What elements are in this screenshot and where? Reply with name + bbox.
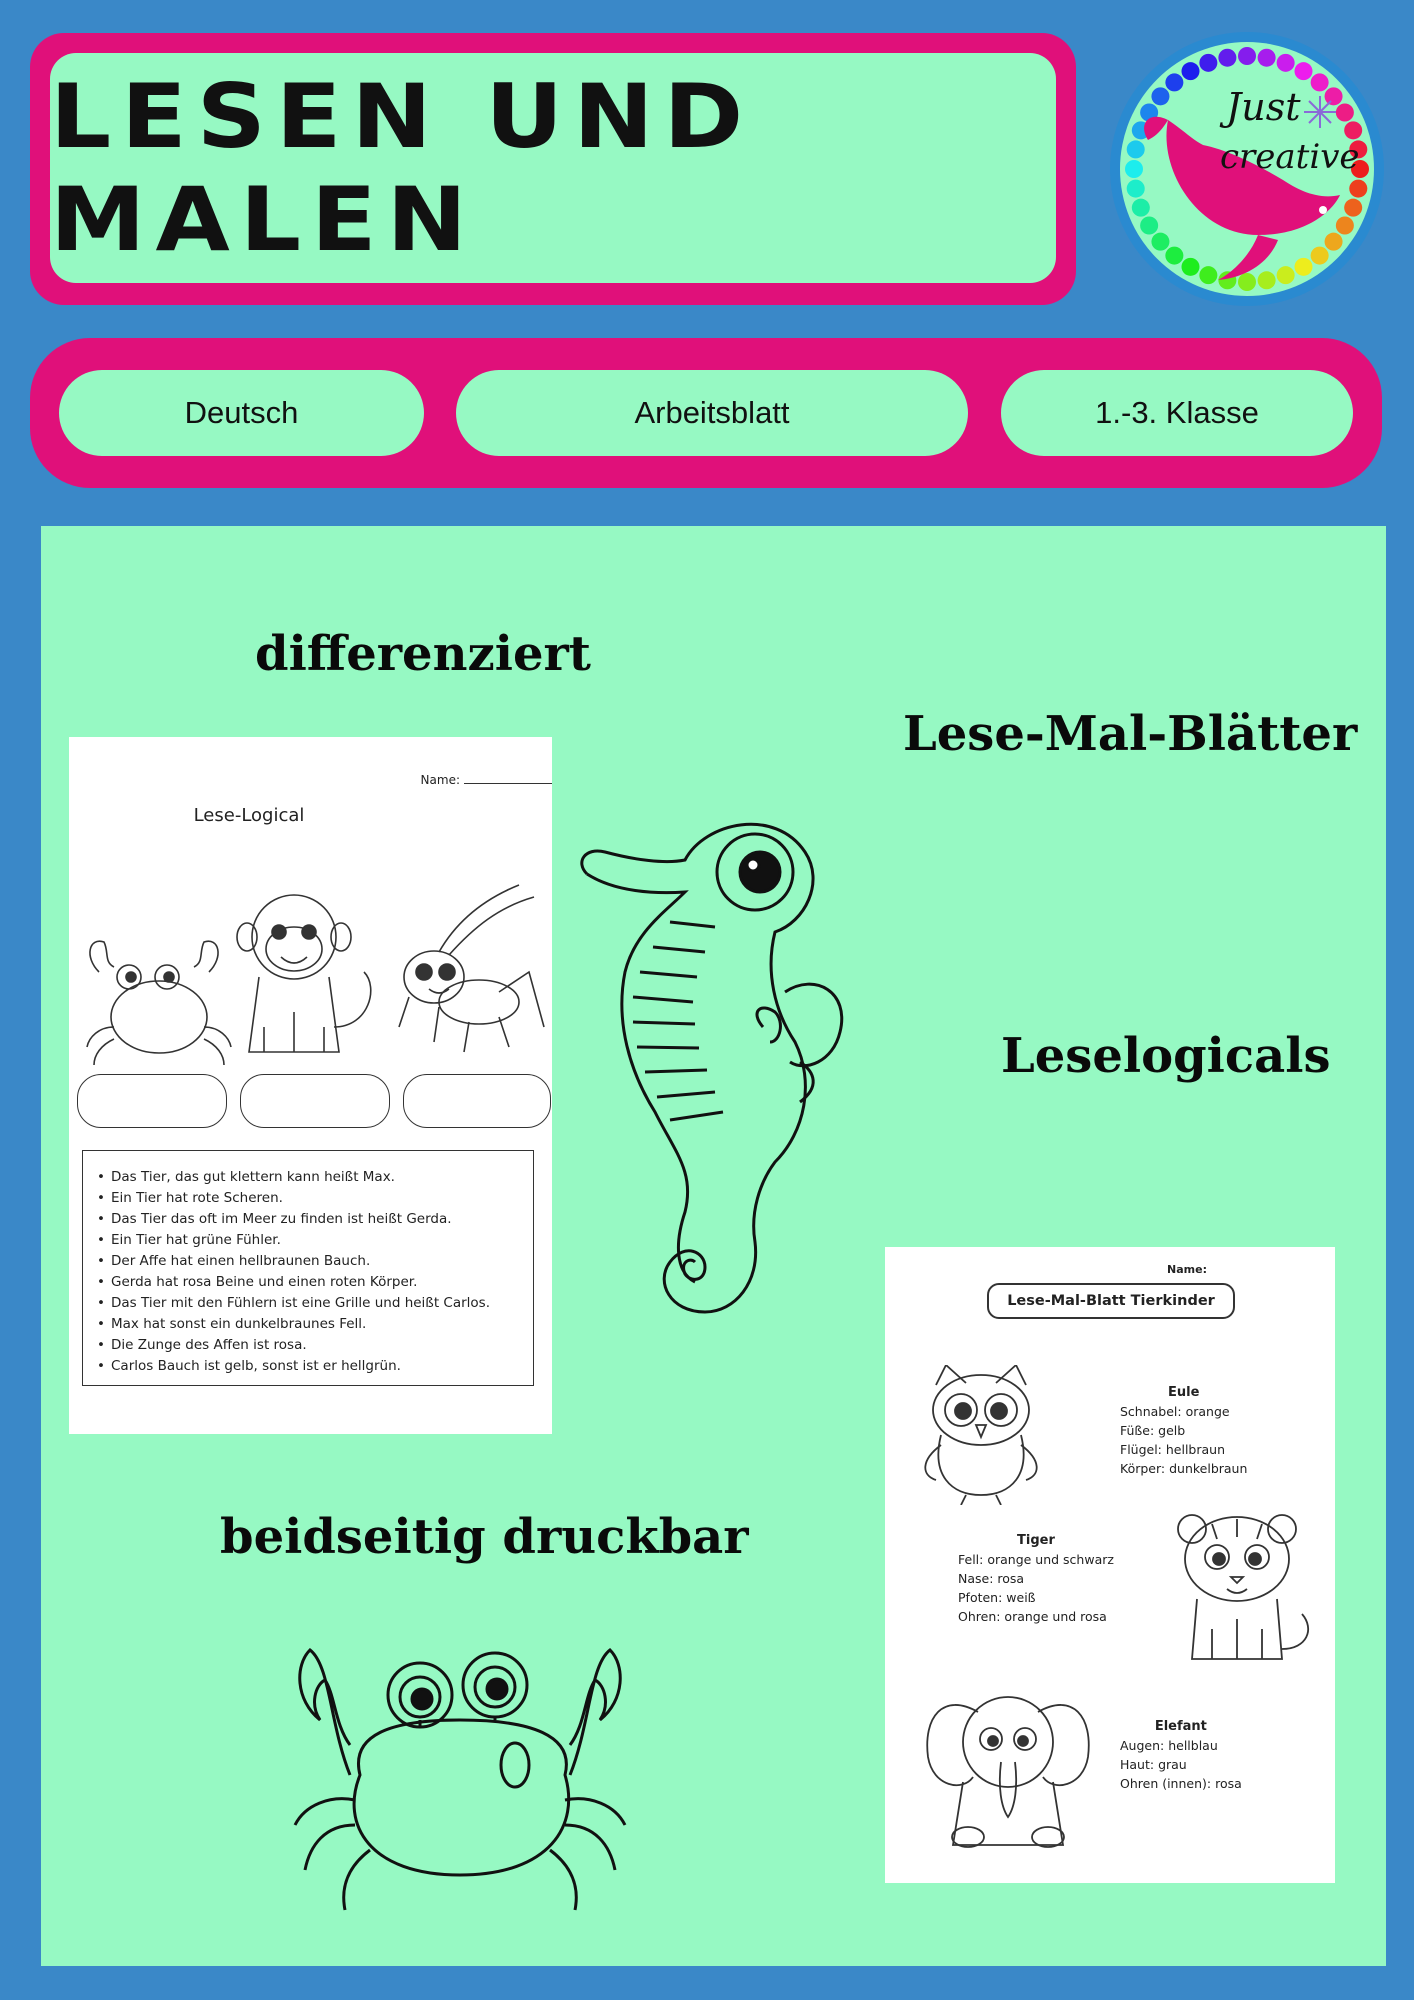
animal-owl xyxy=(1120,1383,1247,1478)
animal-line: Schnabel: orange xyxy=(1120,1404,1230,1419)
worksheet-title: Lese-Mal-Blatt Tierkinder xyxy=(987,1283,1235,1319)
heading-differenziert: differenziert xyxy=(255,626,591,682)
logo-dot xyxy=(1311,73,1329,91)
animal-line: Haut: grau xyxy=(1120,1757,1187,1772)
logo-dot xyxy=(1325,87,1343,105)
heading-beidseitig-druckbar: beidseitig druckbar xyxy=(220,1509,749,1565)
elephant-icon xyxy=(923,1687,1093,1852)
clue-item: • Carlos Bauch ist gelb, sonst ist er hellgrün. xyxy=(97,1356,523,1377)
animal-line: Körper: dunkelbraun xyxy=(1120,1461,1248,1476)
answer-boxes xyxy=(77,1074,549,1130)
animal-line: Pfoten: weiß xyxy=(958,1590,1036,1605)
animal-line: Nase: rosa xyxy=(958,1571,1025,1586)
logo-dot xyxy=(1151,233,1169,251)
svg-text:creative: creative xyxy=(1220,137,1360,177)
animal-name: Tiger xyxy=(1017,1533,1055,1548)
logo-dot xyxy=(1258,49,1276,67)
logo-dot xyxy=(1127,180,1145,198)
logo-dot xyxy=(1125,160,1143,178)
animal-name: Elefant xyxy=(1154,1719,1207,1734)
worksheet-lese-mal-blatt xyxy=(885,1247,1335,1883)
clue-item: • Max hat sonst ein dunkelbraunes Fell. xyxy=(97,1314,523,1335)
grasshopper-icon xyxy=(399,885,544,1052)
logo-dot xyxy=(1311,247,1329,265)
logo-dot xyxy=(1127,140,1145,158)
logo-dot xyxy=(1182,62,1200,80)
logo-dot xyxy=(1277,266,1295,284)
logo-dot xyxy=(1132,199,1150,217)
logo-dot xyxy=(1349,180,1367,198)
animal-name: Eule xyxy=(1167,1385,1200,1400)
name-label: Name: xyxy=(420,773,460,787)
name-label: Name: xyxy=(1167,1263,1207,1276)
clue-item: • Gerda hat rosa Beine und einen roten Körper. xyxy=(97,1272,523,1293)
clue-item: • Ein Tier hat rote Scheren. xyxy=(97,1188,523,1209)
heading-leselogicals: Leselogicals xyxy=(1001,1028,1331,1084)
logo-dot xyxy=(1218,49,1236,67)
monkey-icon xyxy=(237,895,371,1052)
clue-box xyxy=(82,1150,534,1386)
clue-item: • Der Affe hat einen hellbraunen Bauch. xyxy=(97,1251,523,1272)
animal-line: Füße: gelb xyxy=(1120,1423,1186,1438)
logo-dot xyxy=(1258,271,1276,289)
logo-dot xyxy=(1336,104,1354,122)
clue-item: • Das Tier mit den Fühlern ist eine Grille und heißt Carlos. xyxy=(97,1293,523,1314)
logo-dot xyxy=(1238,47,1256,65)
logo-dot xyxy=(1165,73,1183,91)
logo-dot xyxy=(1199,266,1217,284)
answer-box xyxy=(403,1074,551,1128)
animal-line: Ohren (innen): rosa xyxy=(1120,1776,1242,1791)
animal-line: Flügel: hellbraun xyxy=(1120,1442,1226,1457)
logo-dot xyxy=(1344,199,1362,217)
animal-line: Augen: hellblau xyxy=(1120,1738,1218,1753)
seahorse-illustration xyxy=(575,812,865,1332)
clue-item: • Das Tier das oft im Meer zu finden ist heißt Gerda. xyxy=(97,1209,523,1230)
tag-subject: Deutsch xyxy=(59,370,424,456)
tag-type: Arbeitsblatt xyxy=(456,370,968,456)
tag-grade: 1.-3. Klasse xyxy=(1001,370,1353,456)
logo-dot xyxy=(1199,54,1217,72)
crab-icon xyxy=(87,941,231,1065)
animal-elephant xyxy=(1120,1717,1242,1793)
logo-dot xyxy=(1140,217,1158,235)
logo-dot xyxy=(1325,233,1343,251)
logo-dot xyxy=(1182,258,1200,276)
title-banner xyxy=(50,53,1056,283)
clue-item: • Das Tier, das gut klettern kann heißt Max. xyxy=(97,1167,523,1188)
worksheet-title: Lese-Logical xyxy=(193,805,305,826)
worksheet-lese-logical xyxy=(69,737,552,1434)
name-field xyxy=(421,773,552,787)
animal-tiger xyxy=(958,1531,1114,1626)
logo-dot xyxy=(1295,258,1313,276)
animal-line: Ohren: orange und rosa xyxy=(958,1609,1107,1624)
logo-dot xyxy=(1277,54,1295,72)
crab-illustration xyxy=(290,1625,630,1920)
answer-box xyxy=(240,1074,390,1128)
logo-dot xyxy=(1295,62,1313,80)
logo-dot xyxy=(1336,217,1354,235)
answer-box xyxy=(77,1074,227,1128)
tiger-icon xyxy=(1167,1509,1317,1669)
clue-item: • Ein Tier hat grüne Fühler. xyxy=(97,1230,523,1251)
svg-text:Just: Just xyxy=(1226,85,1301,129)
heading-lese-mal-blaetter: Lese-Mal-Blätter xyxy=(903,706,1358,762)
animal-line: Fell: orange und schwarz xyxy=(958,1552,1114,1567)
logo-dot xyxy=(1165,247,1183,265)
owl-icon xyxy=(921,1365,1041,1505)
just-creative-logo xyxy=(1108,30,1386,308)
logo-dot xyxy=(1151,87,1169,105)
page-title: LESEN UND MALEN xyxy=(50,64,754,272)
logo-dot xyxy=(1238,273,1256,291)
clue-item: • Die Zunge des Affen ist rosa. xyxy=(97,1335,523,1356)
